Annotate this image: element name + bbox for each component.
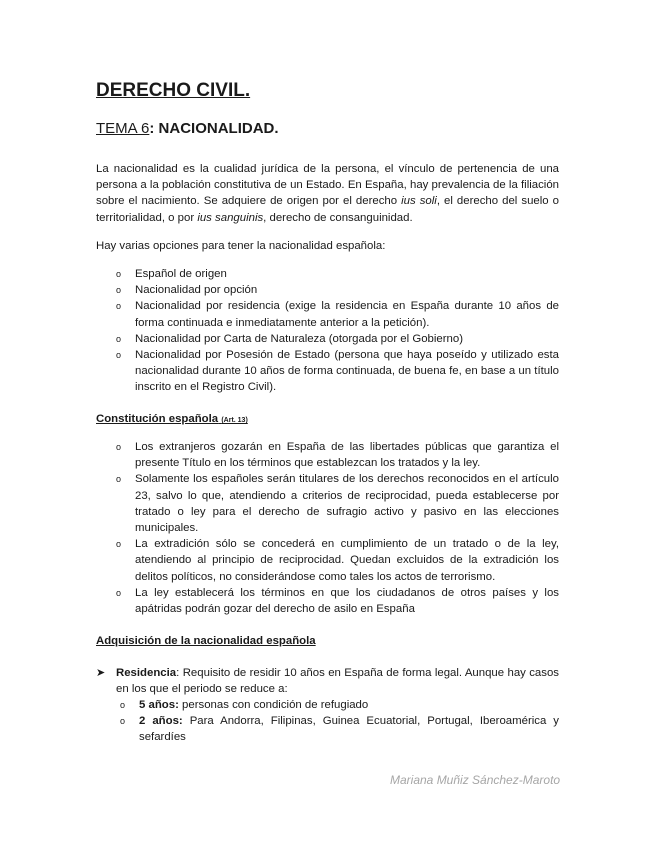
- intro-text-3: , derecho de consanguinidad.: [263, 211, 413, 224]
- arrow-bullet-icon: ➤: [96, 667, 106, 679]
- bullet-icon: o: [120, 716, 126, 727]
- residencia-label: Residencia: [116, 667, 177, 679]
- option-text: Nacionalidad por Carta de Naturaleza (otorgada por el Gobierno): [135, 332, 463, 345]
- constitucion-heading: [96, 411, 248, 429]
- list-item: [96, 331, 559, 347]
- document-title: DERECHO CIVIL.: [96, 80, 251, 101]
- topic-heading: [96, 119, 279, 139]
- constitucion-item-text: La extradición sólo se concederá en cumplimiento de un tratado o de la ley, atendiendo al principio de reciprocidad. Quedan excluidos de la extradición los delitos políticos, no considerándose como tales los actos de terrorismo.: [135, 538, 559, 583]
- tema-separator: :: [149, 120, 159, 137]
- sub-item-text: Para Andorra, Filipinas, Guinea Ecuatorial, Portugal, Iberoamérica y sefardíes: [139, 715, 559, 744]
- intro-paragraph: [96, 161, 559, 226]
- constitucion-list: [96, 439, 559, 617]
- intro-ius-sanguinis: ius sanguinis: [197, 211, 264, 224]
- intro-text-1: La nacionalidad es la cualidad jurídica de la persona, el vínculo de pertenencia de una persona a la población constitutiva de un Estado. En España, hay prevalencia de la filiación sobre el nacimiento. Se adquiere de origen por el derecho: [96, 163, 559, 208]
- residencia-text: [96, 665, 559, 697]
- constitucion-item-text: Solamente los españoles serán titulares de los derechos reconocidos en el artículo 23, salvo lo que, atendiendo a criterios de reciprocidad, pueda establecerse por tratado o ley para el derecho de sufragio activo y pasivo en las elecciones municipales.: [135, 473, 559, 535]
- residencia-description: : Requisito de residir 10 años en España de forma legal. Aunque hay casos en los que el periodo se reduce a:: [116, 667, 559, 696]
- residencia-item: [96, 665, 559, 697]
- list-item: [96, 471, 559, 536]
- list-item: [116, 713, 559, 745]
- constitucion-item-text: La ley establecerá los términos en que los ciudadanos de otros países y los apátridas podrán gozar del derecho de asilo en España: [135, 586, 559, 616]
- option-text: Español de origen: [135, 268, 227, 280]
- sub-item-text: personas con condición de refugiado: [178, 699, 369, 711]
- bullet-icon: o: [116, 269, 122, 279]
- bullet-icon: o: [116, 350, 122, 361]
- adquisicion-heading: Adquisición de la nacionalidad española: [96, 635, 316, 647]
- list-item: [96, 266, 559, 282]
- option-text: Nacionalidad por residencia (exige la residencia en España durante 10 años de forma continuada e inmediatamente anterior a la petición).: [135, 300, 559, 329]
- options-intro: Hay varias opciones para tener la nacionalidad española:: [96, 240, 386, 252]
- list-item: [96, 585, 559, 617]
- tema-label: TEMA 6: [96, 120, 150, 137]
- constitucion-article-note: (Art. 13): [221, 417, 248, 424]
- bullet-icon: o: [116, 285, 122, 296]
- sub-item-label: 2 años:: [139, 715, 183, 728]
- page-footer-author: Mariana Muñiz Sánchez-Maroto: [390, 773, 561, 787]
- bullet-icon: o: [116, 587, 122, 598]
- intro-ius-soli: ius soli: [401, 195, 437, 208]
- sub-item-label: 5 años:: [139, 699, 179, 711]
- bullet-icon: o: [116, 539, 122, 550]
- list-item: [96, 282, 559, 298]
- list-item: [96, 439, 559, 471]
- constitucion-item-text: Los extranjeros gozarán en España de las libertades públicas que garantiza el presente Título en los términos que establezcan los tratados y la ley.: [135, 441, 559, 470]
- bullet-icon: o: [116, 442, 122, 452]
- bullet-icon: o: [116, 301, 122, 312]
- list-item: [96, 298, 559, 330]
- option-text: Nacionalidad por opción: [135, 284, 258, 297]
- option-text: Nacionalidad por Posesión de Estado (persona que haya poseído y utilizado esta nacionalidad durante 10 años de forma continuada, de buena fe, en base a un título inscrito en el Registro Civil).: [135, 349, 559, 394]
- bullet-icon: o: [116, 474, 122, 485]
- list-item: [96, 536, 559, 585]
- options-list: [96, 266, 559, 396]
- list-item: [116, 697, 559, 713]
- bullet-icon: o: [116, 333, 122, 344]
- tema-topic: NACIONALIDAD.: [158, 120, 279, 137]
- constitucion-heading-text: Constitución española: [96, 413, 219, 425]
- intro-text-2: , el derecho del suelo o territorialidad, o por: [96, 195, 559, 224]
- list-item: [96, 347, 559, 396]
- residencia-sublist: [116, 697, 559, 746]
- bullet-icon: o: [120, 700, 126, 710]
